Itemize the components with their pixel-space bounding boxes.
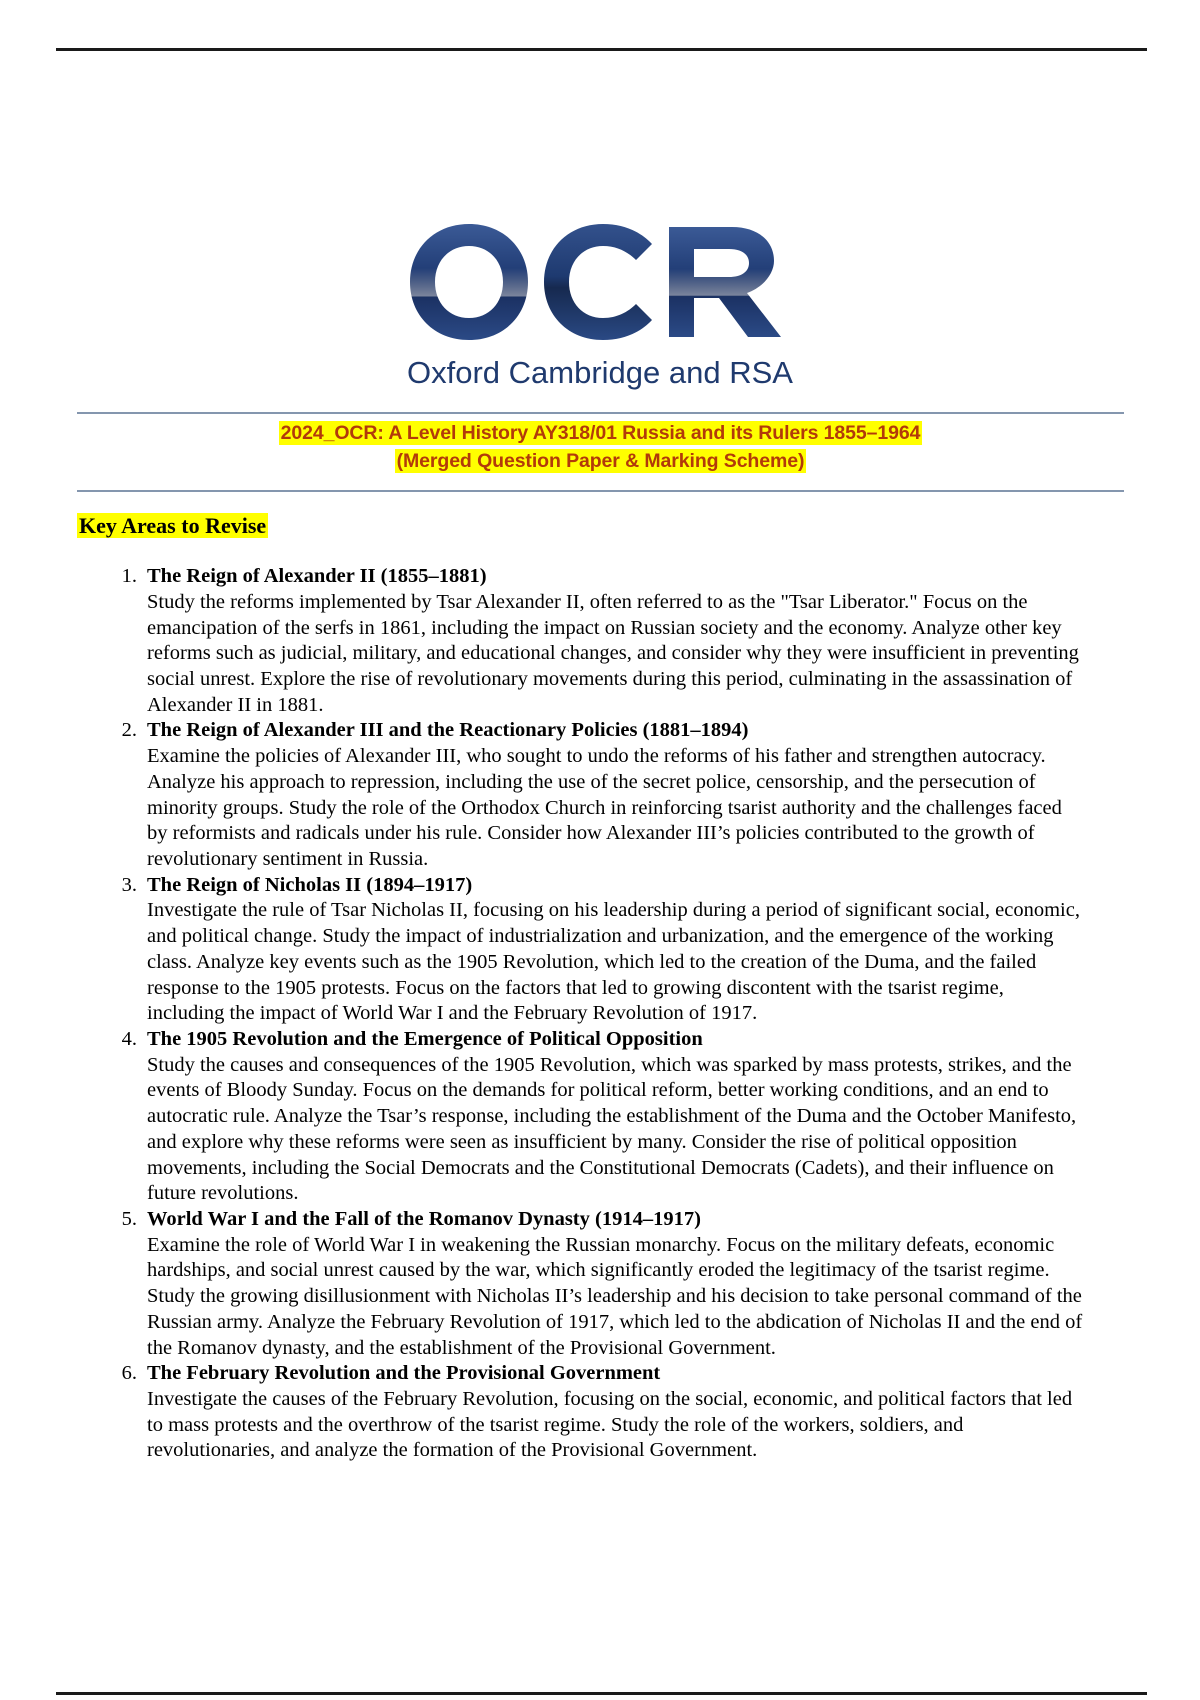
list-item — [147, 1027, 1084, 1207]
document-title-line2: (Merged Question Paper & Marking Scheme) — [396, 450, 805, 472]
list-item-title: The 1905 Revolution and the Emergence of Political Opposition — [147, 1027, 703, 1050]
section-heading — [77, 512, 268, 539]
page-top-rule — [56, 48, 1147, 51]
list-item-body: Investigate the rule of Tsar Nicholas II, focusing on his leadership during a period of significant social, economic, and political change. Study the impact of industrialization and urbanization, and the emergence of the working class. Analyze key events such as the 1905 Revolution, which led to the creation of the Duma, and the failed response to the 1905 protests. Focus on the factors that led to growing discontent with the tsarist regime, including the impact of World War I and the February Revolution of 1917. — [147, 899, 1080, 1025]
title-divider-top — [77, 412, 1124, 414]
list-item — [147, 873, 1084, 1027]
section-heading-text: Key Areas to Revise — [79, 513, 267, 538]
document-title — [77, 421, 1124, 474]
page-bottom-rule — [56, 1692, 1147, 1695]
list-item-title: The February Revolution and the Provisional Government — [147, 1362, 661, 1385]
list-item — [147, 564, 1084, 718]
list-item-body: Study the reforms implemented by Tsar Alexander II, often referred to as the "Tsar Liberator." Focus on the emancipation of the serfs in 1861, including the impact on Russian society and the economy. Analyze other key reforms such as judicial, military, and educational changes, and consider why they were insufficient in preventing social unrest. Explore the rise of revolutionary movements during this period, culminating in the assassination of Alexander II in 1881. — [147, 590, 1079, 716]
ocr-wordmark-icon — [407, 222, 793, 342]
list-item-title: The Reign of Nicholas II (1894–1917) — [147, 873, 473, 896]
list-item — [147, 1361, 1084, 1464]
list-item-title: The Reign of Alexander II (1855–1881) — [147, 565, 487, 587]
list-item-body: Examine the policies of Alexander III, who sought to undo the reforms of his father and strengthen autocracy. Analyze his approach to repression, including the use of the secret police, censorship, and the persecution of minority groups. Study the role of the Orthodox Church in reinforcing tsarist authority and the challenges faced by reformists and radicals under his rule. Consider how Alexander III’s policies contributed to the growth of revolutionary sentiment in Russia. — [147, 745, 1062, 870]
title-divider-bottom — [77, 490, 1124, 492]
document-title-line1: 2024_OCR: A Level History AY318/01 Russia and its Rulers 1855–1964 — [280, 422, 921, 444]
list-item — [147, 1207, 1084, 1361]
ocr-tagline-icon — [404, 352, 796, 394]
ocr-logo — [0, 222, 1200, 394]
key-areas-list — [103, 564, 1084, 1464]
list-item — [147, 718, 1084, 872]
list-item-body: Study the causes and consequences of the 1905 Revolution, which was sparked by mass protests, strikes, and the events of Bloody Sunday. Focus on the demands for political reform, better working conditions, and an end to autocratic rule. Analyze the Tsar’s response, including the establishment of the Duma and the October Manifesto, and explore why these reforms were seen as insufficient by many. Consider the rise of political opposition movements, including the Social Democrats and the Constitutional Democrats (Cadets), and their influence on future revolutions. — [147, 1053, 1077, 1205]
list-item-title: The Reign of Alexander III and the Reactionary Policies (1881–1894) — [147, 719, 749, 742]
list-item-body: Investigate the causes of the February Revolution, focusing on the social, economic, and political factors that led to mass protests and the overthrow of the tsarist regime. Study the role of the workers, soldiers, and revolutionaries, and analyze the formation of the Provisional Government. — [147, 1388, 1073, 1462]
ocr-tagline-text: Oxford Cambridge and RSA — [407, 355, 793, 390]
list-item-title: World War I and the Fall of the Romanov Dynasty (1914–1917) — [147, 1207, 701, 1230]
list-item-body: Examine the role of World War I in weakening the Russian monarchy. Focus on the military defeats, economic hardships, and social unrest caused by the war, which significantly eroded the legitimacy of the tsarist regime. Study the growing disillusionment with Nicholas II’s leadership and his decision to take personal command of the Russian army. Analyze the February Revolution of 1917, which led to the abdication of Nicholas II and the end of the Romanov dynasty, and the establishment of the Provisional Government. — [147, 1233, 1083, 1359]
